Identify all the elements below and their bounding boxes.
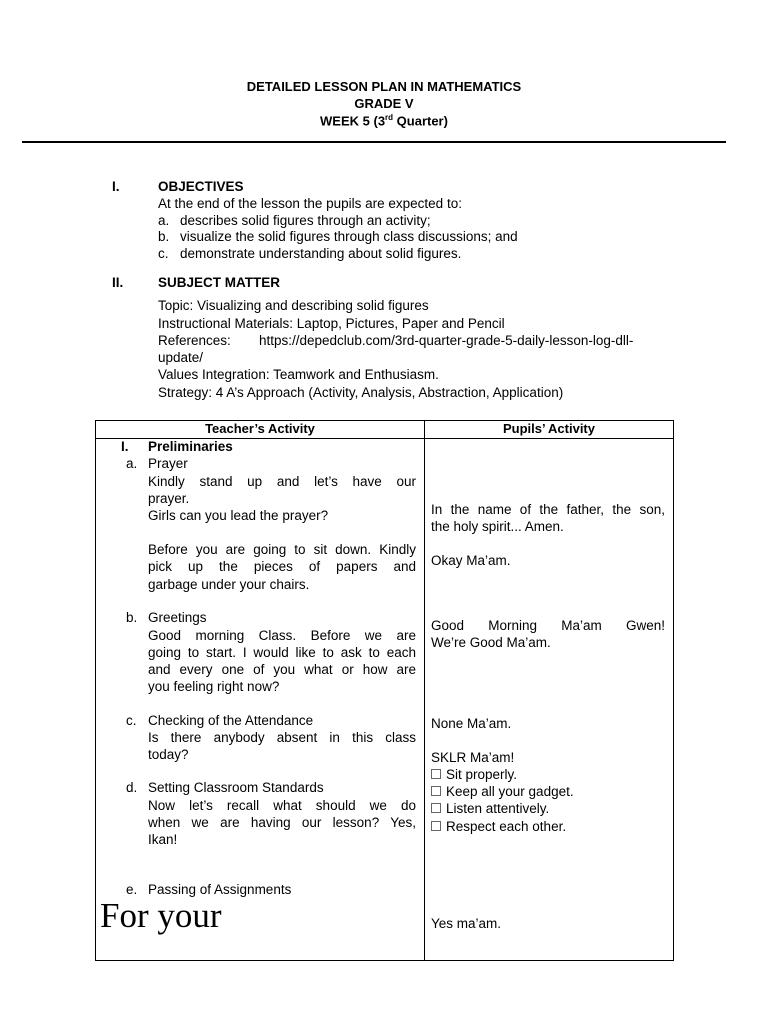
references-link[interactable]: https://depedclub.com/3rd-quarter-grade-5-daily-lesson-log-dll- (259, 333, 634, 348)
standards-line-2: when we are having our lesson? Yes, (148, 815, 416, 830)
prayer-title: Prayer (148, 456, 188, 471)
pupil-response-yes: Yes ma’am. (431, 916, 502, 931)
standard-item: Listen attentively. (431, 801, 549, 816)
objective-item-c: c. demonstrate understanding about solid figures. (158, 246, 462, 261)
greetings-line-1: Good morning Class. Before we are (148, 628, 416, 643)
pupils-column-header: Pupils’ Activity (425, 421, 674, 439)
checkbox-icon (431, 769, 441, 779)
checkbox-icon (431, 786, 441, 796)
checkbox-icon (431, 821, 441, 831)
standard-item: Respect each other. (431, 819, 566, 834)
prayer-line-3: Girls can you lead the prayer? (148, 508, 329, 523)
attendance-line-2: today? (148, 747, 189, 762)
standard-item: Sit properly. (431, 767, 517, 782)
references-link-continued[interactable]: update/ (158, 350, 204, 365)
pupil-response-greeting-2: We’re Good Ma’am. (431, 635, 551, 650)
standards-title: Setting Classroom Standards (148, 780, 324, 795)
subject-matter-number: II. (112, 275, 124, 290)
assignments-letter: e. (126, 882, 138, 897)
pupil-response-okay: Okay Ma’am. (431, 553, 511, 568)
subject-matter-title: SUBJECT MATTER (158, 275, 281, 290)
overlay-text: For your (100, 896, 222, 935)
objective-item-a: a. describes solid figures through an activity; (158, 213, 431, 228)
objectives-intro: At the end of the lesson the pupils are expected to: (158, 196, 462, 211)
objective-item-b: b. visualize the solid figures through class discussions; and (158, 229, 518, 244)
grade-heading: GRADE V (354, 96, 414, 111)
attendance-letter: c. (126, 713, 137, 728)
preliminaries-number: I. (121, 439, 129, 454)
header-divider (22, 141, 726, 143)
attendance-title: Checking of the Attendance (148, 713, 314, 728)
greetings-line-3: and every one of you what or how are (148, 662, 416, 677)
prayer-letter: a. (126, 456, 138, 471)
references-label: References: (158, 333, 231, 348)
pupil-response-sklr: SKLR Ma’am! (431, 750, 515, 765)
objectives-number: I. (112, 179, 120, 194)
week-heading: WEEK 5 (3rd Quarter) (320, 113, 448, 129)
standards-line-1: Now let’s recall what should we do (148, 798, 416, 813)
prayer-line-2: prayer. (148, 491, 190, 506)
values-line: Values Integration: Teamwork and Enthusiasm. (158, 367, 439, 382)
teacher-column-header: Teacher’s Activity (96, 421, 425, 439)
pupil-response-attendance: None Ma’am. (431, 716, 512, 731)
greetings-line-2: going to start. I would like to ask to each (148, 645, 416, 660)
greetings-letter: b. (126, 610, 138, 625)
prayer-line-4: Before you are going to sit down. Kindly (148, 542, 416, 557)
materials-line: Instructional Materials: Laptop, Pictures, Paper and Pencil (158, 316, 505, 331)
assignments-title: Passing of Assignments (148, 882, 292, 897)
pupil-response-prayer-1: In the name of the father, the son, (431, 502, 665, 517)
greetings-title: Greetings (148, 610, 207, 625)
topic-line: Topic: Visualizing and describing solid figures (158, 298, 429, 313)
attendance-line-1: Is there anybody absent in this class (148, 730, 416, 745)
pupils-activity-cell (425, 439, 673, 960)
preliminaries-title: Preliminaries (148, 439, 233, 454)
pupil-response-greeting-1: Good Morning Ma’am Gwen! (431, 618, 665, 633)
strategy-line: Strategy: 4 A’s Approach (Activity, Analysis, Abstraction, Application) (158, 385, 564, 400)
teacher-activity-cell (96, 439, 424, 960)
document-title: DETAILED LESSON PLAN IN MATHEMATICS (246, 79, 522, 94)
activity-table (95, 420, 674, 961)
objectives-title: OBJECTIVES (158, 179, 244, 194)
greetings-line-4: you feeling right now? (148, 679, 280, 694)
standards-line-3: Ikan! (148, 832, 178, 847)
pupil-response-prayer-2: the holy spirit... Amen. (431, 519, 564, 534)
prayer-line-6: garbage under your chairs. (148, 577, 310, 592)
standard-item: Keep all your gadget. (431, 784, 574, 799)
standards-letter: d. (126, 780, 138, 795)
prayer-line-1: Kindly stand up and let’s have our (148, 474, 416, 489)
checkbox-icon (431, 803, 441, 813)
prayer-line-5: pick up the pieces of papers and (148, 559, 416, 574)
